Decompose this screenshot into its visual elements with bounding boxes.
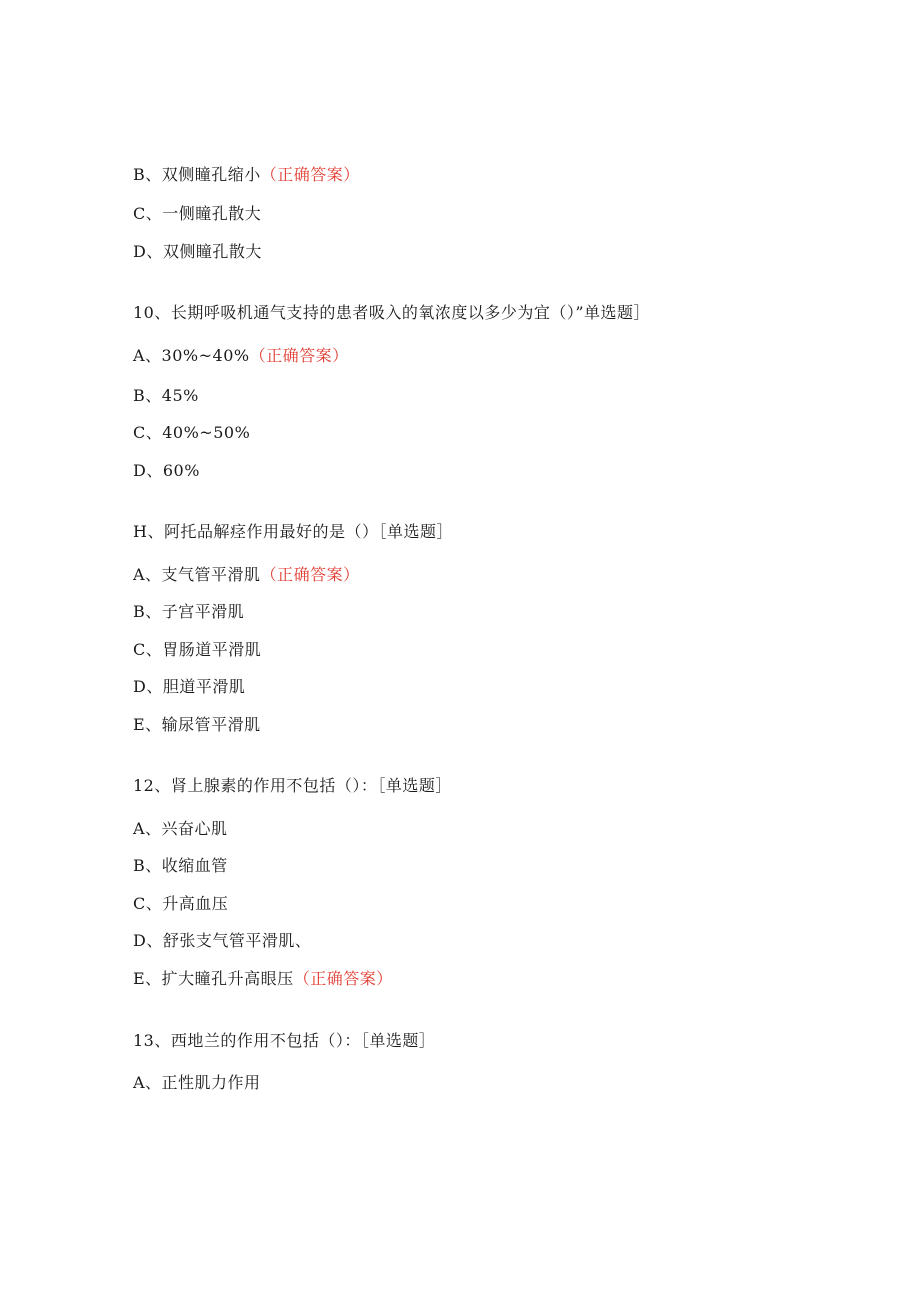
q10-option-a	[133, 346, 349, 366]
q10-option-d: D、60%	[133, 461, 200, 480]
correct-answer-marker: （正确答案）	[260, 165, 360, 184]
q13-title: 13、西地兰的作用不包括（）：［单选题］	[133, 1031, 436, 1050]
q11-option-d: D、胆道平滑肌	[133, 677, 246, 696]
q12-option-a: A、兴奋心肌	[133, 819, 228, 838]
q11-option-b: B、子宫平滑肌	[133, 602, 245, 621]
option-text: B、双侧瞳孔缩小	[133, 165, 261, 184]
q12-title: 12、肾上腺素的作用不包括（）：［单选题］	[133, 776, 452, 795]
q10-title: 10、长期呼吸机通气支持的患者吸入的氧浓度以多少为宜（）”单选题］	[133, 303, 651, 322]
q11-title: H、阿托品解痉作用最好的是（）［单选题］	[133, 522, 453, 541]
q11-option-c: C、胃肠道平滑肌	[133, 640, 262, 659]
option-text: A、支气管平滑肌	[133, 565, 261, 584]
q12-option-b: B、收缩血管	[133, 856, 228, 875]
q9-option-b	[133, 165, 360, 185]
q13-option-a: A、正性肌力作用	[133, 1073, 261, 1092]
q10-option-c: C、40%~50%	[133, 423, 251, 442]
option-text: E、扩大瞳孔升高眼压	[133, 969, 294, 988]
correct-answer-marker: （正确答案）	[260, 565, 360, 584]
correct-answer-marker: （正确答案）	[293, 969, 393, 988]
q12-option-c: C、升高血压	[133, 894, 229, 913]
q10-option-b: B、45%	[133, 386, 199, 405]
q9-option-c: C、一侧瞳孔散大	[133, 204, 262, 223]
q11-option-e: E、输尿管平滑肌	[133, 715, 261, 734]
option-text: A、30%~40%	[133, 346, 250, 365]
q12-option-d: D、舒张支气管平滑肌、	[133, 931, 312, 950]
correct-answer-marker: （正确答案）	[249, 346, 349, 365]
q11-option-a	[133, 565, 360, 585]
q12-option-e	[133, 969, 393, 989]
q9-option-d: D、双侧瞳孔散大	[133, 242, 262, 261]
